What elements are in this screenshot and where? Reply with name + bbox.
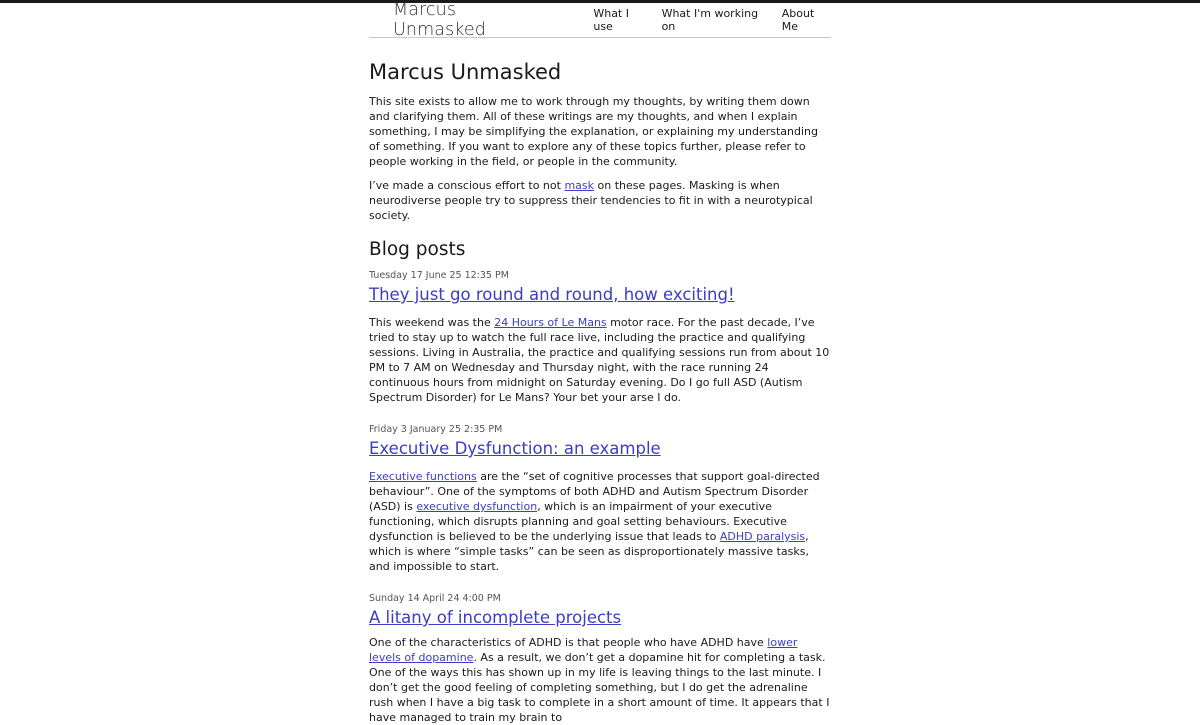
excerpt-text: , which is where “simple tasks” can be seen as disproportionately massive tasks, and impossible to start. (369, 530, 809, 573)
post-excerpt (369, 635, 831, 725)
executive-functions-link[interactable]: Executive functions (369, 470, 477, 483)
masking-text-after: on these pages. Masking is when neurodiverse people try to suppress their tendencies to fit in with a neurotypical society. (369, 179, 813, 222)
excerpt-text: are the “set of cognitive processes that support goal-directed behaviour”. One of the symptoms of both ADHD and Autism Spectrum Disorder (ASD) is (369, 470, 820, 513)
blog-post (369, 270, 831, 405)
excerpt-text: . As a result, we don’t get a dopamine hit for completing a task. One of the ways this has shown up in my life is leaving things to the last minute. I don’t get the good feeling of completing something, but I do get the adrenaline rush when I have a big task to complete in a short amount of time. It appears that I have managed to train my brain to (369, 651, 830, 724)
post-title-link[interactable]: They just go round and round, how exciting! (369, 285, 735, 304)
post-date: Tuesday 17 June 25 12:35 PM (369, 270, 509, 281)
nav-about-me[interactable]: About Me (781, 7, 815, 33)
excerpt-text: One of the characteristics of ADHD is that people who have ADHD have (369, 636, 768, 649)
adhd-paralysis-link[interactable]: ADHD paralysis (719, 530, 806, 543)
executive-dysfunction-link[interactable]: executive dysfunction (416, 500, 538, 513)
mask-link[interactable]: mask (564, 179, 594, 192)
intro-paragraph: This site exists to allow me to work through my thoughts, by writing them down and clarifying them. All of these writings are my thoughts, and when I explain something, I may be simplifying the explanation, or explaining my understanding of something. If you want to explore any of these topics further, please refer to people working in the field, or people in the community. (369, 95, 818, 168)
le-mans-link[interactable]: 24 Hours of Le Mans (494, 316, 607, 329)
post-title-link[interactable]: Executive Dysfunction: an example (369, 439, 661, 458)
blog-post (369, 593, 831, 725)
post-date: Sunday 14 April 24 4:00 PM (369, 593, 501, 604)
main-content (369, 59, 831, 725)
blog-posts-heading: Blog posts (369, 239, 466, 260)
excerpt-text: This weekend was the (369, 316, 495, 329)
excerpt-text: , which is an impairment of your executive functioning, which disrupts planning and goal setting behaviours. Executive dysfunction is believed to be the underlying issue that leads to (369, 500, 787, 543)
post-excerpt (369, 469, 831, 574)
post-excerpt (369, 315, 831, 405)
nav-what-im-working-on[interactable]: What I'm working on (661, 7, 759, 33)
nav-what-i-use[interactable]: What I use (593, 7, 629, 33)
masking-text-before: I’ve made a conscious effort to not (369, 179, 565, 192)
excerpt-text: motor race. For the past decade, I’ve tried to stay up to watch the full race live, including the practice and qualifying sessions. Living in Australia, the practice and qualifying sessions run from about 10 PM to 7 AM on Wednesday and Thursday night, with the race running 24 continuous hours from midnight on Saturday evening. Do I go full ASD (Autism Spectrum Disorder) for Le Mans? Your bet your arse I do. (369, 316, 830, 404)
post-title-link[interactable]: A litany of incomplete projects (369, 608, 622, 627)
blog-post (369, 424, 831, 574)
page-title: Marcus Unmasked (369, 60, 562, 84)
main-nav (593, 7, 831, 33)
site-header (369, 0, 831, 40)
page-container (369, 0, 831, 725)
lower-dopamine-link[interactable]: lower levels of dopamine (369, 636, 798, 664)
site-brand-link[interactable]: Marcus Unmasked (393, 0, 486, 40)
post-date: Friday 3 January 25 2:35 PM (369, 424, 503, 435)
masking-paragraph (369, 178, 831, 223)
